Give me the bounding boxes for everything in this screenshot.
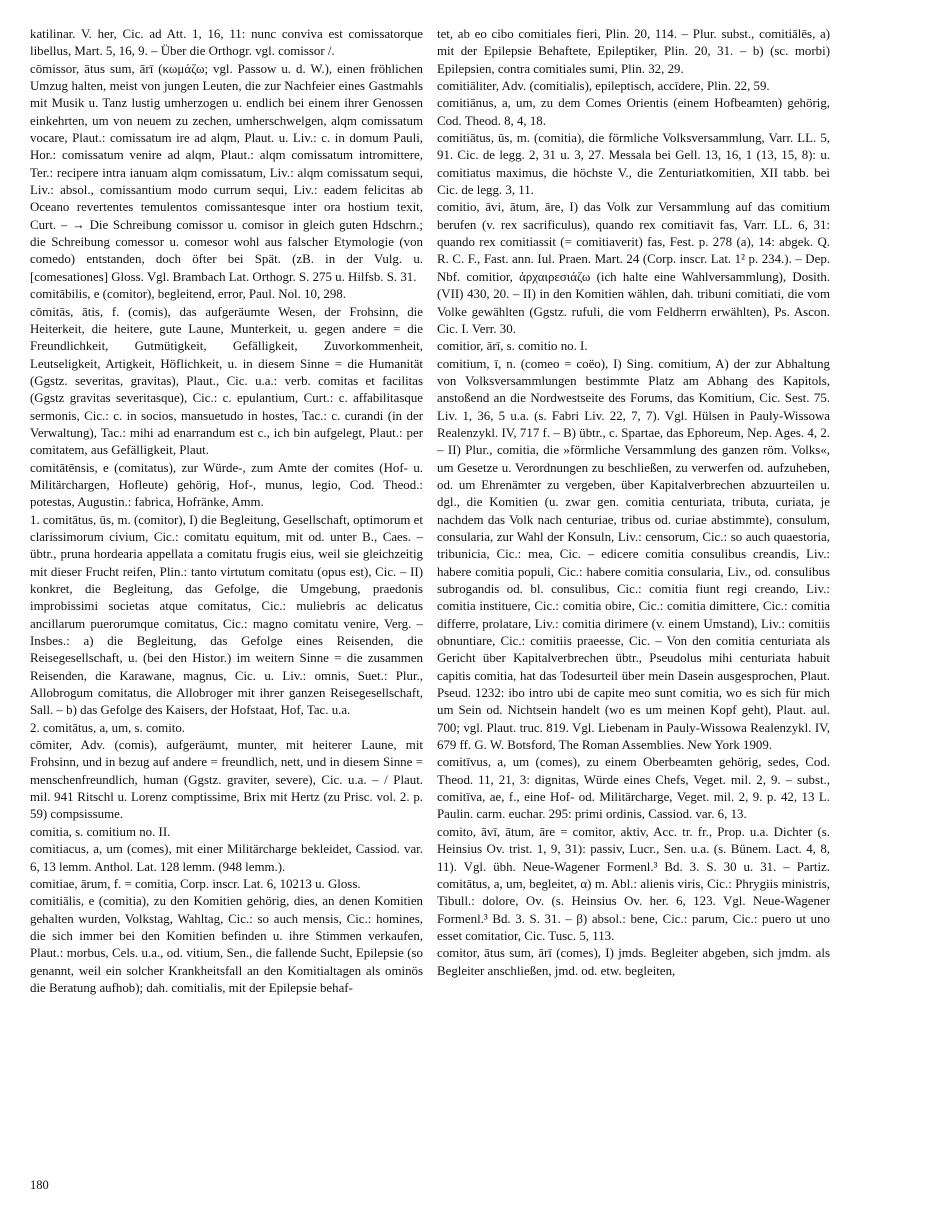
entry: comitium, ī, n. (comeo = coëo), I) Sing. comitium, A) der zur Abhaltung von Volksversammlungen bestimmte Platz am Abhang des Kapitols, anstoßend an die Nordwestseite des Forums, das Komitium, Cic. Sest. 75. Liv. 1, 36, 5 u.a. (s. Fabri Liv. 22, 7, 7). Vgl. Hülsen in Pauly-Wissowa Realenzykl. IV, 717 f. – B) übtr., c. Spartae, das Ephoreum, Nep. Ages. 4, 2. – II) Plur., comitia, die »förmliche Versammlung des ganzen röm. Volks«, um Gesetze u. Verordnungen zu beschließen, zu verwerfen od. aufzuheben, od. um Ehrenämter zu vergeben, über Kapitalverbrechen abzuurteilen u. dgl., die Komitien (u. zwar gen. comitia centuriata, tributa, curiata, je nachdem das Volk nach centuriae, tribus od. curiae abstimmte), consulum, consularia, zur Wahl der Konsuln, Liv.: censorum, Cic.: so auch quaestoria, tribunicia, Cic.: mea, Cic. – edicere comitia consulibus creandis, Liv.: habere comitia populi, Cic.: habere comitia consularia, Liv., od. consulibus subrogandis od. bl. consulibus, Cic.: comitia fiunt regi creando, Liv.: comitia instituere, Cic.: comitia obire, Cic.: comitia dimittere, Cic.: comitia differre, prolatare, Liv.: comitia dirimere (v. einem Umstand), Liv.: comitiis obnuntiare, Cic.: comitiis praeesse, Cic. – Von den comitia centuriata als Gericht über Kapitalverbrechen übtr., Pseudolus mihi centuriata habuit capitis comitia, hat das Todesurteil über mein Dasein ausgesprochen, Plaut. Pseud. 1232: ibo intro ubi de capite meo sunt comitia, wo es sich für mich um Sein od. Nichtsein handelt (wo es um meinen Kopf geht), Plaut. aul. 700; vgl. Plaut. truc. 819. Vgl. Liebenam in Pauly-Wissowa Realenzykl. IV, 679 ff. G. W. Botsford, The Roman Assemblies. New York 1909. <box>437 356 830 753</box>
entry: comitābilis, e (comitor), begleitend, error, Paul. Nol. 10, 298. <box>30 287 346 302</box>
entry: comitor, ātus sum, ārī (comes), I) jmds. Begleiter abgeben, sich jmdm. als Begleiter anschließen, jmd. od. etw. begleiten, <box>437 946 830 978</box>
entry: cōmissor, ātus sum, ārī (κωμάζω; vgl. Passow u. d. W.), einen fröhlichen Umzug halten, meist von jungen Leuten, die zur Nachfeier eines Gastmahls mit Musik u. Tanz lustig umherzogen u. endlich bei einem ihrer Genossen einkehrten, um von neuem zu zechen, umherschwelgen, alqm comissatum vocare, Plaut.: comissatum ire ad alqm, Plaut. u. Liv.: c. in domum Pauli, Hor.: comissatum venire ad alqm, Plaut.: alqm comissatum intromittere, Ter.: recipere intra ianuam alqm comissatum, Liv.: alqm comissatum sequi, Liv.: absol., comissantium modo currum sequi, Liv.: eadem felicitas ab Oceano revertentes temulentos comissantesque inter ora hostium texit, Curt. – → Die Schreibung comissor u. comisor in gleich guten Hdschrn.; die Schreibung comessor u. comesor wohl aus falscher Etymologie (von comedo) entstanden, doch öfter bei Spät. (zB. in der Vulg. u. [comesationes] Gloss. Vgl. Brambach Lat. Orthogr. S. 275 u. Hilfsb. S. 31. <box>30 61 423 284</box>
entry: comitiālis, e (comitia), zu den Komitien gehörig, dies, an denen Komitien gehalten wurden, Volkstag, Wahltag, Cic.: so auch mensis, Cic.: homines, die sich immer bei den Komitien befinden u. ihre Stimmen verkaufen, Plaut.: morbus, Cels. u.a., od. vitium, Sen., die fallende Sucht, Epilepsie (so genannt, weil ein solcher Krankheitsfall an den Komitialtagen als ominös die Beratung aufhob); dah. comitialis, mit der Epilepsie behaf- <box>30 894 423 995</box>
entry: 2. comitātus, a, um, s. comito. <box>30 720 186 735</box>
entry: comitio, āvi, ātum, āre, I) das Volk zur Versammlung auf das comitium berufen (v. rex sacrificulus), quando rex comitiavit fas, Varr. LL. 6, 31: quando rex comitiassit (= comitiaverit) fas, Fest. p. 278 (a), 14: abgek. Q. R. C. F., Fast. ann. Iul. Praen. Mart. 24 (Corp. inscr. Lat. 1² p. 234.). – Dep. Nbf. comitior, ἀρχαιρεσιάζω (ich halte eine Wahlversammlung), Dosith. (VII) 430, 20. – II) in den Komitien wählen, dah. tribuni comitiati, die vom Volke gewählten (Ggstz. rufuli, die vom Feldherrn erwählten), Ps. Ascon. Cic. I. Verr. 30. <box>437 200 830 336</box>
entry: comitior, ārī, s. comitio no. I. <box>437 339 588 354</box>
entry: comitiātus, ūs, m. (comitia), die förmliche Volksversammlung, Varr. LL. 5, 91. Cic. de legg. 2, 31 u. 3, 27. Messala bei Gell. 13, 16, 1 (13, 15, 8): u. comitiatus maximus, die höchste V., die Zenturiatkomitien, XII tabb. bei Cic. de legg. 3, 11. <box>437 131 830 198</box>
left-column <box>30 26 423 997</box>
entry: 1. comitātus, ūs, m. (comitor), I) die Begleitung, Gesellschaft, optimorum et clarissimorum civium, Cic.: comitatu equitum, mit od. unter B., Caes. – übtr., pruna hordearia appellata a comitatu frugis eius, weil sie gleichzeitig mit dieser Frucht reifen, Plin.: tanto virtutum comitatu (opus est), Cic. – II) konkret, die Begleitung, das Gefolge, die Umgebung, praedonis improbissimi societas atque comitatus, Cic.: muliebris ac delicatus ancillarum puerorumque comitatus, Cic.: magno comitatu venire, Verg. – Insbes.: a) die Begleitung, das Gefolge eines Reisenden, die Reisegesellschaft, u. (bei den Histor.) im weitern Sinne = die zusammen Reisenden, die Karawane, magnus, Cic. u. Liv.: omnis, Suet.: Plur., Allobrogum comitatus, die Allobroger mit ihrer ganzen Reisegesellschaft, Sall. – b) das Gefolge des Kaisers, der Hofstaat, Hof, Tac. u.a. <box>30 512 423 718</box>
right-column <box>437 26 830 980</box>
page-number: 180 <box>30 1178 49 1192</box>
entry: comitia, s. comitium no. II. <box>30 824 171 839</box>
entry: cōmiter, Adv. (comis), aufgeräumt, munter, mit heiterer Laune, mit Frohsinn, und in bezug auf andere = freundlich, nett, und in diesem Sinne = menschenfreundlich, human (Ggstz. graviter, severe), Cic. u.a. – / Plaut. mil. 941 Ritschl u. Lorenz comptissime, Brix mit Hertz (zu Prisc. vol. 2. p. 59) compsissume. <box>30 738 423 822</box>
entry: cōmitās, ātis, f. (comis), das aufgeräumte Wesen, der Frohsinn, die Heiterkeit, die heitere, gute Laune, Munterkeit, u. gegen andere = die Freundlichkeit, Gutmütigkeit, Gefälligkeit, Zuvorkommenheit, Leutseligkeit, Artigkeit, Höflichkeit, u. in diesem Sinne = die Humanität (Ggstz. severitas, gravitas), Plaut., Cic. u.a.: verb. comitas et facilitas (Ggstz gravitas severitasque), Cic.: c. epulantium, Curt.: c. affabilitasque sermonis, Cic.: c. in socios, mansuetudo in hostes, Tac.: c. curandi (in der Verwaltung), Tac.: mihi ad enarrandum est c., ich bin aufgelegt, Plaut.: per comitatem, aus Gefälligkeit, Plaut. <box>30 304 423 458</box>
entry: comitiānus, a, um, zu dem Comes Orientis (einem Hofbeamten) gehörig, Cod. Theod. 8, 4, 18. <box>437 96 830 128</box>
entry: comitiacus, a, um (comes), mit einer Militärcharge bekleidet, Cassiod. var. 6, 13 lemm. Anthol. Lat. 128 lemm. (948 lemm.). <box>30 842 423 874</box>
entry: comitiāliter, Adv. (comitialis), epileptisch, accīdere, Plin. 22, 59. <box>437 79 770 94</box>
entry: katilinar. V. her, Cic. ad Att. 1, 16, 11: nunc conviva est comissatorque libellus, Mart. 5, 16, 9. – Über die Orthogr. vgl. comissor /. <box>30 27 423 59</box>
entry: comitātēnsis, e (comitatus), zur Würde-, zum Amte der comites (Hof- u. Militärchargen, Hofleute) gehörig, Hof-, munus, legio, Cod. Theod.: potestas, Augustin.: fabrica, Hofränke, Amm. <box>30 460 423 510</box>
entry: tet, ab eo cibo comitiales fieri, Plin. 20, 114. – Plur. subst., comitiālēs, a) mit der Epilepsie Behaftete, Epileptiker, Plin. 20, 31. – b) (sc. morbi) Epilepsien, contra comitiales sumi, Plin. 32, 29. <box>437 27 830 76</box>
entry: comito, āvī, ātum, āre = comitor, aktiv, Acc. tr. fr., Prop. u.a. Dichter (s. Heinsius Ov. trist. 1, 9, 31): passiv, Lucr., Sen. u.a. (s. Bünem. Lact. 4, 8, 11). Vgl. übh. Neue-Wagener Formenl.³ Bd. 3. S. 30 u. 31. – Partiz. comitātus, a, um, begleitet, α) m. Abl.: alienis viris, Cic.: Phrygiis ministris, Tibull.: dolore, Ov. (s. Heinsius Ov. her. 6, 123. Vgl. Neue-Wagener Formenl.³ Bd. 3. S. 31. – β) absol.: bene, Cic.: parum, Cic.: puero ut uno esset comitatior, Cic. Tusc. 5, 113. <box>437 824 830 943</box>
entry: comitiae, ārum, f. = comitia, Corp. inscr. Lat. 6, 10213 u. Gloss. <box>30 876 361 891</box>
entry: comitīvus, a, um (comes), zu einem Oberbeamten gehörig, sedes, Cod. Theod. 11, 21, 3: dignitas, Würde eines Chefs, Veget. mil. 2, 9. – subst., comitīva, ae, f., eine Hof- od. Militärcharge, Veget. mil. 2, 9. p. 42, 13 L. Paulin. carm. euchar. 295: primi ordinis, Cassiod. var. 6, 13. <box>437 755 830 822</box>
